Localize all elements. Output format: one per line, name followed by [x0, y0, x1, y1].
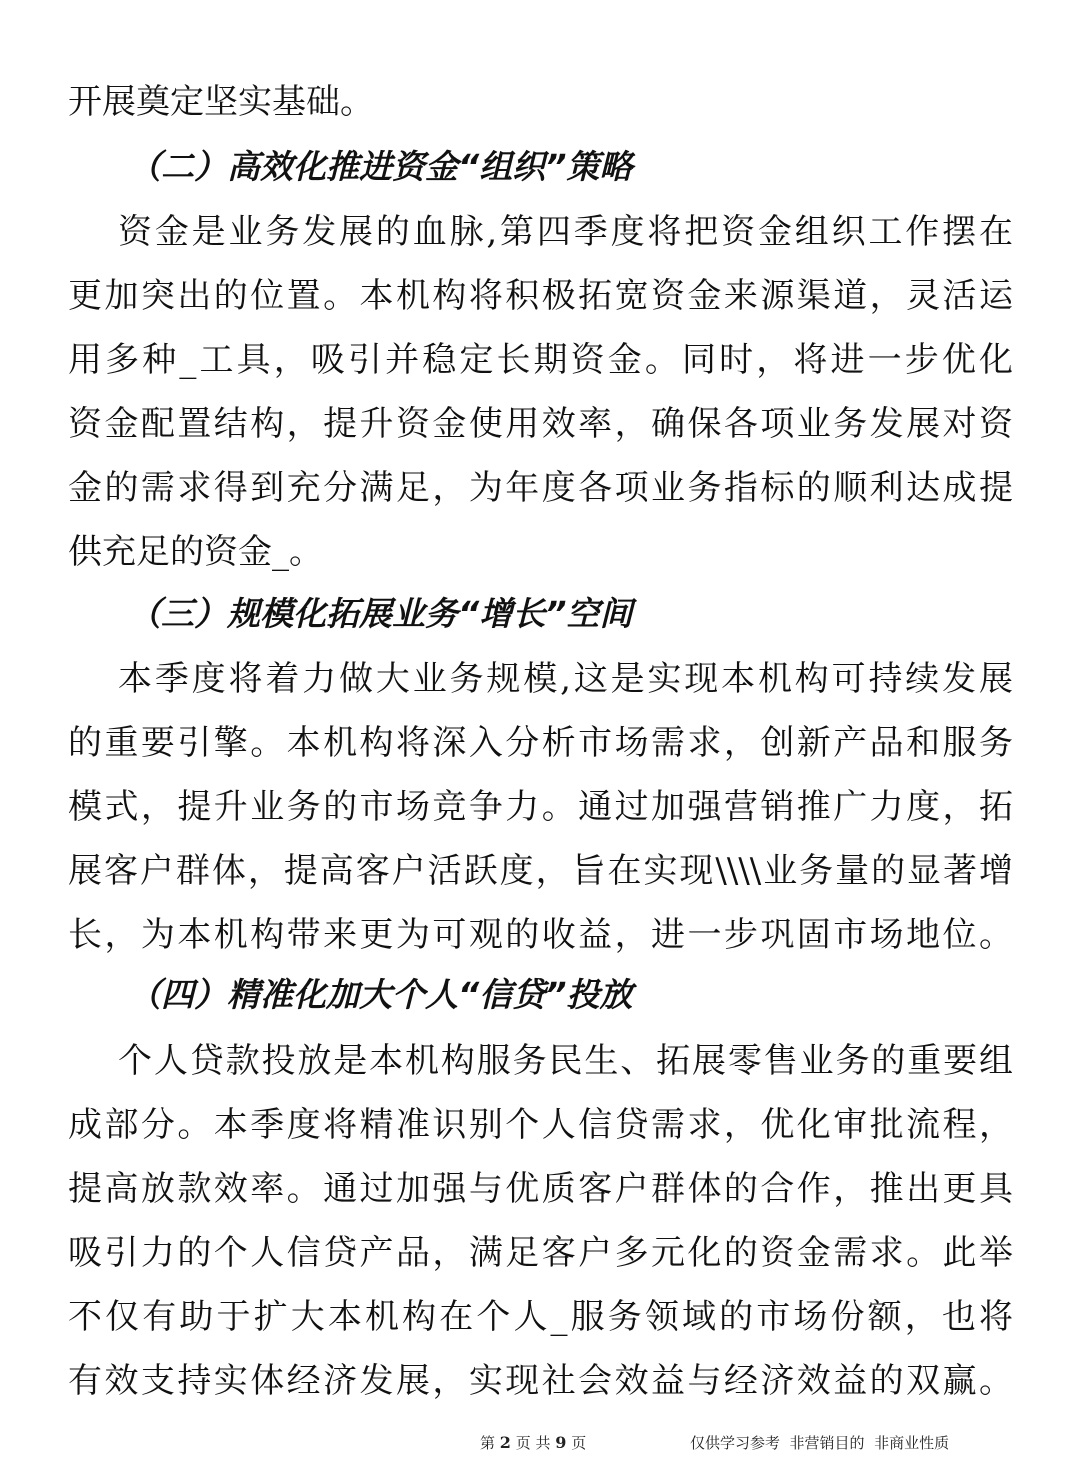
paragraph-line: 用多种_工具，吸引并稳定长期资金。同时，将进一步优化 — [68, 340, 1013, 380]
paragraph-line: 的重要引擎。本机构将深入分析市场需求，创新产品和服务 — [68, 723, 1013, 763]
section-heading-4: （四）精准化加大个人“信贷”投放 — [128, 975, 633, 1014]
paragraph-line: 模式，提升业务的市场竞争力。通过加强营销推广力度，拓 — [68, 787, 1013, 827]
paragraph-line: 成部分。本季度将精准识别个人信贷需求，优化审批流程， — [68, 1105, 1013, 1145]
paragraph-line: 长，为本机构带来更为可观的收益，进一步巩固市场地位。 — [68, 915, 1013, 955]
paragraph-line: 个人贷款投放是本机构服务民生、拓展零售业务的重要组 — [118, 1041, 1013, 1081]
paragraph-line: 有效支持实体经济发展，实现社会效益与经济效益的双赢。 — [68, 1361, 1013, 1401]
paragraph-line: 不仅有助于扩大本机构在个人_服务领域的市场份额，也将 — [68, 1297, 1013, 1337]
intro-line: 开展奠定坚实基础。 — [68, 82, 374, 122]
page-suffix: 页 — [571, 1434, 587, 1452]
paragraph-line: 展客户群体，提高客户活跃度，旨在实现\\\\业务量的显著增 — [68, 851, 1013, 891]
paragraph-line: 资金配置结构，提升资金使用效率，确保各项业务发展对资 — [68, 404, 1013, 444]
page-prefix: 第 — [480, 1434, 496, 1452]
page-total: 9 — [555, 1433, 567, 1452]
paragraph-line: 提高放款效率。通过加强与优质客户群体的合作，推出更具 — [68, 1169, 1013, 1209]
paragraph-line: 更加突出的位置。本机构将积极拓宽资金来源渠道，灵活运 — [68, 276, 1013, 316]
paragraph-line: 供充足的资金_。 — [68, 532, 323, 572]
paragraph-line: 资金是业务发展的血脉,第四季度将把资金组织工作摆在 — [118, 212, 1013, 252]
paragraph-line: 本季度将着力做大业务规模,这是实现本机构可持续发展 — [118, 659, 1013, 699]
page-number — [480, 1432, 586, 1454]
section-heading-3: （三）规模化拓展业务“增长”空间 — [128, 594, 633, 633]
paragraph-line: 吸引力的个人信贷产品，满足客户多元化的资金需求。此举 — [68, 1233, 1013, 1273]
paragraph-line: 金的需求得到充分满足，为年度各项业务指标的顺利达成提 — [68, 468, 1013, 508]
section-heading-2: （二）高效化推进资金“组织”策略 — [128, 147, 633, 186]
page-middle: 页 共 — [515, 1434, 551, 1452]
page-current: 2 — [499, 1433, 511, 1452]
footer-notice: 仅供学习参考 非营销目的 非商业性质 — [690, 1434, 950, 1452]
